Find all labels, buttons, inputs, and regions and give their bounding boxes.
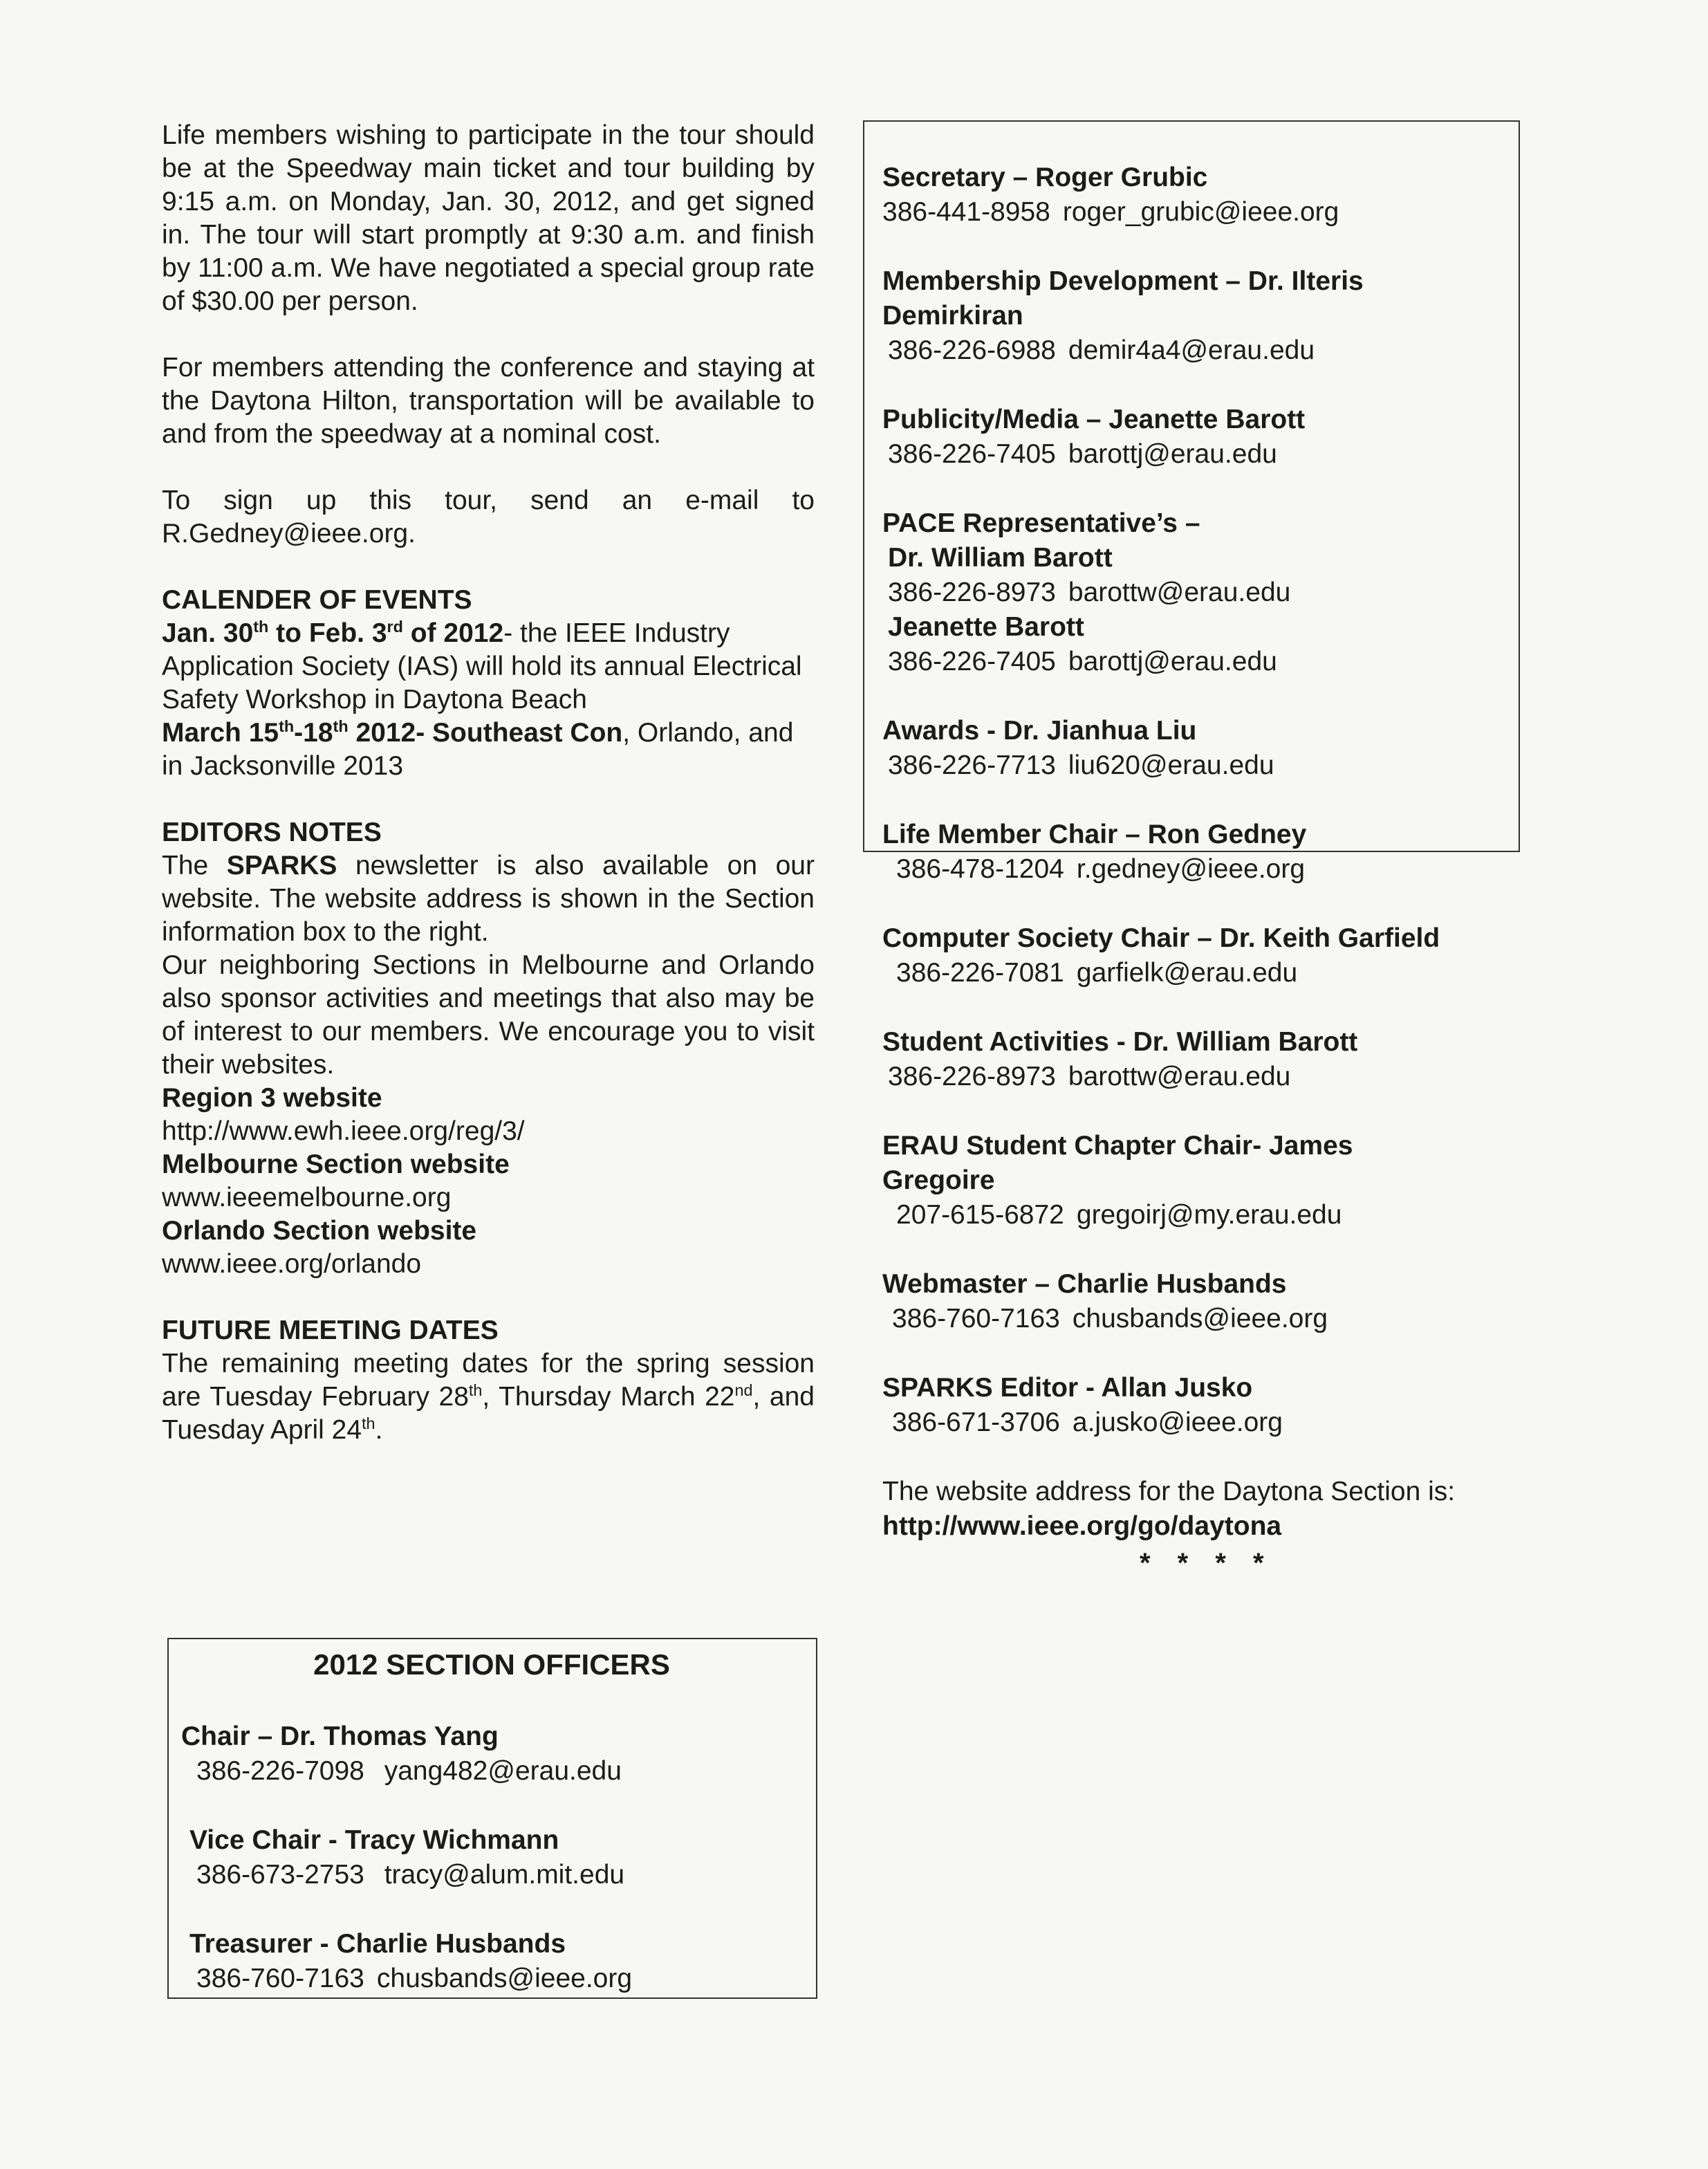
officer-email[interactable]: chusbands@ieee.org <box>376 1964 633 1993</box>
daytona-website-link[interactable]: http://www.ieee.org/go/daytona <box>882 1511 1282 1541</box>
officer-contact <box>882 333 1503 368</box>
officer-email[interactable]: a.jusko@ieee.org <box>1072 1407 1283 1437</box>
section-officers-title: 2012 SECTION OFFICERS <box>313 1648 670 1681</box>
left-column <box>162 119 815 1447</box>
officer-title: Treasurer - Charlie Husbands <box>189 1929 566 1959</box>
editors-paragraph-2: Our neighboring Sections in Melbourne and Orlando also sponsor activities and meetings that also may be of interest to our members. We encourage you to visit their websites. <box>162 950 815 1080</box>
event1-date-c: of 2012 <box>402 618 504 648</box>
officer-contact <box>181 1962 802 1996</box>
event2-date-b: -18 <box>294 718 333 748</box>
signup-paragraph: To sign up this tour, send an e-mail to R.Gedney@ieee.org. <box>162 486 815 548</box>
officer-phone: 386-226-7081 <box>896 958 1064 988</box>
officer-vice-chair <box>181 1823 802 1892</box>
pace-rep-2-name: Jeanette Barott <box>888 612 1084 642</box>
officer-publicity <box>882 403 1503 472</box>
officer-phone: 386-760-7163 <box>892 1304 1060 1333</box>
future-text-c: , and Tuesday April 24 <box>162 1382 815 1445</box>
officer-email[interactable]: tracy@alum.mit.edu <box>384 1860 625 1890</box>
calendar-heading: CALENDER OF EVENTS <box>162 585 472 615</box>
officer-contact <box>882 1198 1503 1233</box>
orlando-website-label: Orlando Section website <box>162 1216 477 1246</box>
officer-contact <box>882 195 1503 230</box>
future-sup-b: nd <box>734 1381 753 1399</box>
melbourne-website-label: Melbourne Section website <box>162 1150 510 1179</box>
officer-title: Secretary – Roger Grubic <box>882 163 1208 192</box>
daytona-website-note: The website address for the Daytona Section is: <box>882 1477 1456 1506</box>
section-officers-box <box>167 1638 817 1999</box>
future-text-b: , Thursday March 22 <box>482 1382 735 1412</box>
sparks-name: SPARKS <box>226 851 337 880</box>
event1-date-a: Jan. 30 <box>162 618 254 648</box>
editors-p1-text-a: The <box>162 851 227 880</box>
officer-contact <box>882 1302 1503 1336</box>
event1-text: - the IEEE Industry Application Society (IAS) will hold its annual Electrical Safety Workshop in Daytona Beach <box>162 618 802 714</box>
pace-rep-2-contact <box>882 645 1503 679</box>
officer-phone: 207-615-6872 <box>896 1200 1064 1230</box>
officer-email[interactable]: gregoirj@my.erau.edu <box>1076 1200 1342 1230</box>
pace-rep-1-email[interactable]: barottw@erau.edu <box>1068 578 1291 607</box>
officer-phone: 386-760-7163 <box>196 1964 364 1993</box>
future-text-d: . <box>375 1415 383 1445</box>
pace-rep-1-name: Dr. William Barott <box>888 543 1113 573</box>
officer-life-member <box>882 818 1503 887</box>
future-sup-c: th <box>362 1414 375 1432</box>
pace-rep-1-contact <box>882 575 1503 610</box>
future-heading: FUTURE MEETING DATES <box>162 1316 499 1345</box>
officer-pace <box>882 506 1503 679</box>
melbourne-website-link[interactable]: www.ieeemelbourne.org <box>162 1183 452 1212</box>
officer-contact <box>882 1405 1503 1440</box>
officer-email[interactable]: barottw@erau.edu <box>1068 1062 1291 1091</box>
event1-sup-a: th <box>253 618 269 636</box>
editors-heading: EDITORS NOTES <box>162 818 382 847</box>
section-info-box <box>863 120 1520 1541</box>
officer-phone: 386-226-7098 <box>196 1756 364 1786</box>
officer-secretary <box>882 160 1503 230</box>
officer-awards <box>882 714 1503 783</box>
officer-contact <box>882 852 1503 887</box>
officer-computer-society <box>882 921 1503 990</box>
section-divider-stars: * * * * <box>1140 1548 1274 1578</box>
officer-email[interactable]: yang482@erau.edu <box>384 1756 622 1786</box>
officer-email[interactable]: roger_grubic@ieee.org <box>1062 197 1339 227</box>
officer-chair <box>181 1719 802 1789</box>
officer-phone: 386-226-8973 <box>888 1062 1056 1091</box>
event2-sup-a: th <box>279 717 295 735</box>
tour-paragraph: Life members wishing to participate in the tour should be at the Speedway main ticket and tour building by 9:15 a.m. on Monday, Jan. 30, 2012, and get signed in. The tour will start promptly at 9:30 a.m. and finish by 11:00 a.m. We have negotiated a special group rate of $30.00 per person. <box>162 120 815 316</box>
officer-membership-development <box>882 264 1503 368</box>
officer-phone: 386-226-6988 <box>888 335 1056 365</box>
event2-date-c: 2012- Southeast Con <box>348 718 623 748</box>
calendar-event-2 <box>162 717 815 783</box>
officer-phone: 386-673-2753 <box>196 1860 364 1890</box>
future-meetings-section <box>162 1314 815 1447</box>
officer-email[interactable]: barottj@erau.edu <box>1068 439 1277 469</box>
event2-date-a: March 15 <box>162 718 279 748</box>
region-website-label: Region 3 website <box>162 1083 382 1113</box>
officer-treasurer <box>181 1927 802 1996</box>
calendar-section <box>162 584 815 783</box>
officer-title: Computer Society Chair – Dr. Keith Garfield <box>882 923 1440 953</box>
officer-title: Life Member Chair – Ron Gedney <box>882 820 1307 849</box>
event1-sup-b: rd <box>387 618 403 636</box>
officer-email[interactable]: liu620@erau.edu <box>1068 750 1274 780</box>
officer-title: Vice Chair - Tracy Wichmann <box>189 1825 559 1855</box>
officer-phone: 386-671-3706 <box>892 1407 1060 1437</box>
officer-sparks-editor <box>882 1371 1503 1440</box>
officer-contact <box>882 956 1503 990</box>
officer-phone: 386-226-7713 <box>888 750 1056 780</box>
officer-contact <box>882 748 1503 783</box>
officer-email[interactable]: r.gedney@ieee.org <box>1076 854 1306 884</box>
officer-contact <box>882 1060 1503 1094</box>
event2-sup-b: th <box>333 717 349 735</box>
editors-paragraph-1 <box>162 849 815 949</box>
officer-email[interactable]: garfielk@erau.edu <box>1076 958 1298 988</box>
pace-rep-1-phone: 386-226-8973 <box>888 578 1056 607</box>
transport-paragraph: For members attending the conference and staying at the Daytona Hilton, transportation will be available to and from the speedway at a nominal cost. <box>162 353 815 449</box>
officer-email[interactable]: chusbands@ieee.org <box>1072 1304 1328 1333</box>
officer-erau-chapter <box>882 1129 1503 1233</box>
officer-contact <box>882 437 1503 472</box>
officer-title: Membership Development – Dr. Ilteris Demirkiran <box>882 266 1364 331</box>
calendar-event-1 <box>162 617 815 717</box>
officer-title: Chair – Dr. Thomas Yang <box>181 1722 499 1751</box>
officer-title: ERAU Student Chapter Chair- James Gregoire <box>882 1131 1353 1195</box>
editors-notes-section <box>162 816 815 1281</box>
officer-contact <box>181 1754 802 1789</box>
future-sup-a: th <box>468 1381 483 1399</box>
future-text-a: The remaining meeting dates for the spring session are Tuesday February 28 <box>162 1349 815 1412</box>
officer-phone: 386-441-8958 <box>882 197 1050 227</box>
orlando-website-link[interactable]: www.ieee.org/orlando <box>162 1249 422 1279</box>
pace-title: PACE Representative’s – <box>882 508 1200 538</box>
officer-title: Webmaster – Charlie Husbands <box>882 1269 1287 1299</box>
pace-rep-2-email[interactable]: barottj@erau.edu <box>1068 647 1277 676</box>
editors-p1-text-b: newsletter is also available on our website. The website address is shown in the Section information box to the right. <box>162 851 815 947</box>
officer-phone: 386-478-1204 <box>896 854 1064 884</box>
officer-email[interactable]: demir4a4@erau.edu <box>1068 335 1315 365</box>
officer-phone: 386-226-7405 <box>888 439 1056 469</box>
pace-rep-2-phone: 386-226-7405 <box>888 647 1056 676</box>
officer-title: Publicity/Media – Jeanette Barott <box>882 405 1306 434</box>
officer-title: Awards - Dr. Jianhua Liu <box>882 716 1197 746</box>
region-website-link[interactable]: http://www.ewh.ieee.org/reg/3/ <box>162 1116 525 1146</box>
officer-student-activities <box>882 1025 1503 1094</box>
event1-date-b: to Feb. 3 <box>268 618 387 648</box>
future-meetings-text <box>162 1347 815 1447</box>
officer-title: Student Activities - Dr. William Barott <box>882 1027 1358 1057</box>
officer-webmaster <box>882 1267 1503 1336</box>
officer-contact <box>181 1858 802 1892</box>
officer-title: SPARKS Editor - Allan Jusko <box>882 1373 1253 1403</box>
event2-text: , Orlando, and in Jacksonville 2013 <box>162 718 794 781</box>
